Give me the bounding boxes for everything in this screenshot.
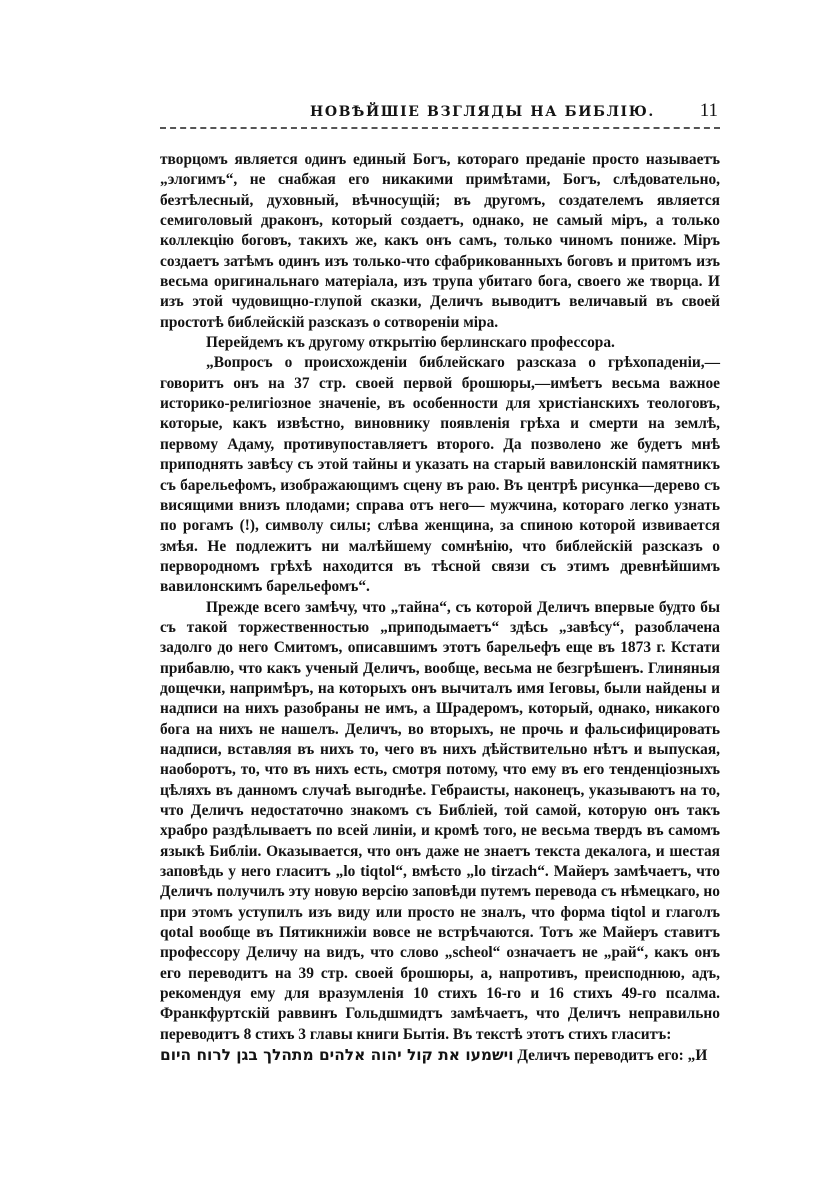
paragraph-2: Перейдемъ къ другому открытію берлинскаго профессора.: [206, 334, 615, 352]
hebrew-quote: וישמעו את קול יהוה אלהים מתהלך בגן לרוח היום: [160, 1046, 514, 1065]
last-line-text: Деличъ переводитъ его: „И: [513, 1047, 708, 1065]
paragraph-1: творцомъ является одинъ единый Богъ, котораго преданіе просто называетъ „элогимъ“, не снабжая его никакими примѣтами, Богъ, слѣдовательно, безтѣлесный, духовный, вѣчносущій; въ другомъ, создателемъ является семиголовый драконъ, который создаетъ, однако, не самый міръ, а только коллекцію боговъ, такихъ же, какъ онъ самъ, только чиномъ пониже. Міръ создаетъ затѣмъ одинъ изъ только-что сфабрикованныхъ боговъ и притомъ изъ весьма оригинальнаго матеріала, изъ трупа убитаго бога, своего же творца. И изъ этой чудовищно-глупой сказки, Деличъ выводитъ величавый въ своей простотѣ библейскій разсказъ о сотвореніи міра.: [160, 151, 720, 331]
paragraph-3: „Вопросъ о происхожденіи библейскаго разсказа о грѣхопаденіи,— говоритъ онъ на 37 стр. своей первой брошюры,—имѣетъ весьма важное историко-религіозное значеніе, въ особенности для христіанскихъ теологовъ, которые, какъ извѣстно, виновнику появленія грѣха и смерти на землѣ, первому Адаму, противупоставляетъ второго. Да позволено же будетъ мнѣ приподнять завѣсу съ этой тайны и указать на старый вавилонскій памятникъ съ барельефомъ, изображающимъ сцену въ раю. Въ центрѣ рисунка—дерево съ висящими внизъ плодами; справа отъ него— мужчина, котораго легко узнать по рогамъ (!), символу силы; слѣва женщина, за спиною которой извивается змѣя. Не подлежитъ ни малѣйшему сомнѣнію, что библейскій разсказъ о первородномъ грѣхѣ находится въ тѣсной связи съ этимъ древнѣйшимъ вавилонскимъ барельефомъ“.: [160, 354, 720, 596]
page-number: 11: [699, 100, 718, 121]
header-rule: [160, 127, 720, 129]
paragraph-4: Прежде всего замѣчу, что „тайна“, съ которой Деличъ впервые будто бы съ такой торжественностью „приподымаетъ“ здѣсь „завѣсу“, разоблачена задолго до него Смитомъ, описавшимъ этотъ барельефъ еще въ 1873 г. Кстати прибавлю, что какъ ученый Деличъ, вообще, весьма не безгрѣшенъ. Глиняныя дощечки, напримѣръ, на которыхъ онъ вычиталъ имя Іеговы, были найдены и надписи на нихъ разобраны не имъ, а Шрадеромъ, который, однако, никакого бога на нихъ не нашелъ. Деличъ, во вторыхъ, не прочь и фальсифицировать надписи, вставляя въ нихъ то, чего въ нихъ дѣйствительно нѣтъ и выпуская, наоборотъ, то, что въ нихъ есть, смотря потому, что ему въ его тенденціозныхъ цѣляхъ въ данномъ случаѣ выгоднѣе. Гебраисты, наконецъ, указываютъ на то, что Деличъ недостаточно знакомъ съ Библіей, той самой, которую онъ такъ храбро раздѣлываетъ по всей линіи, и кромѣ того, не весьма твердъ въ самомъ языкѣ Библіи. Оказывается, что онъ даже не знаетъ текста декалога, и шестая заповѣдь у него гласитъ „lo tiqtol“, вмѣсто „lo tirzach“. Майеръ замѣчаетъ, что Деличъ получилъ эту новую версію заповѣди путемъ перевода съ нѣмецкаго, но при этомъ уступилъ изъ виду или просто не зналъ, что форма tiqtol и глаголъ qotal вообще въ Пятикнижіи вовсе не встрѣчаются. Тотъ же Майеръ ставитъ профессору Деличу на видъ, что слово „scheol“ означаетъ не „рай“, какъ онъ его переводитъ на 39 стр. своей брошюры, а, напротивъ, преисподнюю, адъ, рекомендуя ему для вразумленія 10 стихъ 16-го и 16 стихъ 49-го псалма. Франкфуртскій раввинъ Гольдшмидтъ замѣчаетъ, что Деличъ неправильно переводитъ 8 стихъ 3 главы книги Бытія. Въ текстѣ этотъ стихъ гласитъ:: [160, 598, 720, 1043]
last-line: [160, 1045, 720, 1066]
page-header: [160, 100, 720, 128]
body-text: [160, 150, 720, 1066]
running-title: НОВѢЙШІЕ ВЗГЛЯДЫ НА БИБЛІЮ.: [310, 104, 655, 120]
